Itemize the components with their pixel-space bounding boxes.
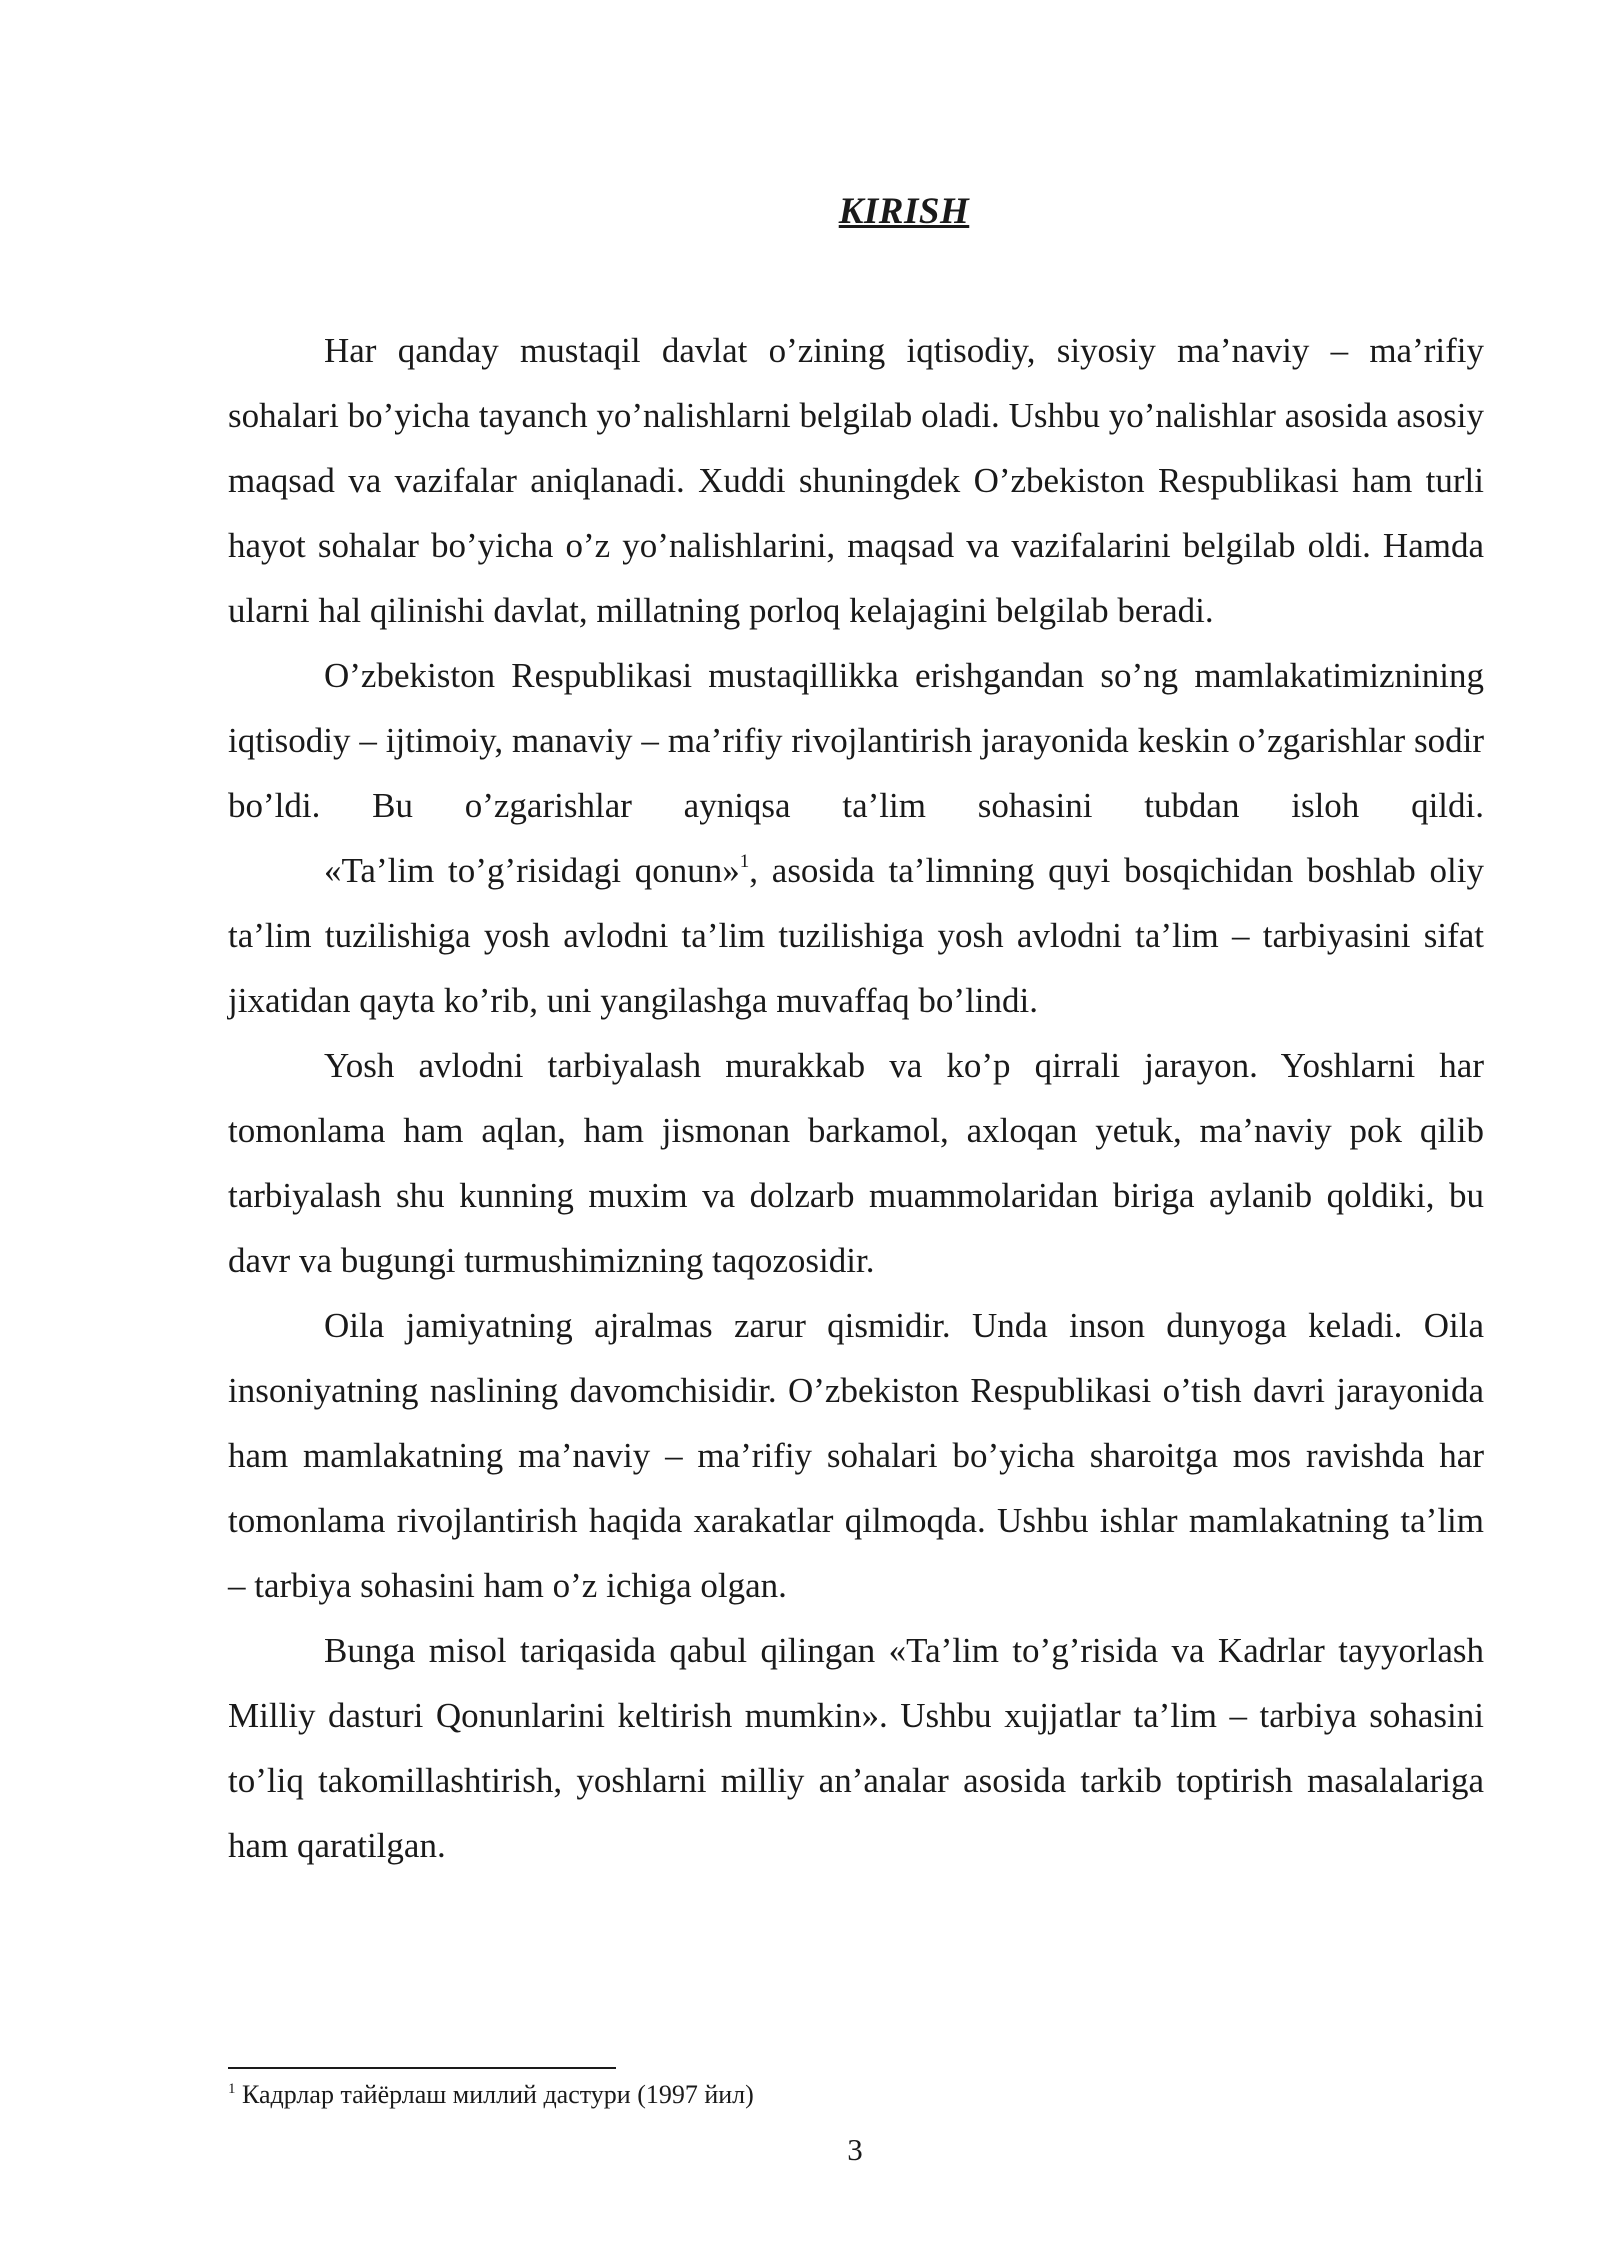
page-title: KIRISH [838, 191, 970, 232]
paragraph-2: O’zbekiston Respublikasi mustaqillikka erishgandan so’ng mamlakatimiznining iqtisodiy – ijtimoiy, manaviy – ma’rifiy rivojlantirish jarayonida keskin o’zgarishlar sodir bo’ldi. Bu o’zgarishlar ayniqsa ta’lim sohasini tubdan isloh qildi. [228, 656, 1484, 825]
footnote-mark: 1 [228, 2081, 236, 2097]
body-text [228, 318, 1484, 1878]
footnote [228, 2077, 754, 2113]
paragraph-6: Bunga misol tariqasida qabul qilingan «Ta’lim to’g’risida va Kadrlar tayyorlash Milliy dasturi Qonunlarini keltirish mumkin». Ushbu xujjatlar ta’lim – tarbiya sohasini to’liq takomillashtirish, yoshlarni milliy an’analar asosida tarkib toptirish masalalariga ham qaratilgan. [228, 1631, 1484, 1865]
paragraph-4: Yosh avlodni tarbiyalash murakkab va ko’p qirrali jarayon. Yoshlarni har tomonlama ham aqlan, ham jismonan barkamol, axloqan yetuk, ma’naviy pok qilib tarbiyalash shu kunning muxim va dolzarb muammolaridan biriga aylanib qoldiki, bu davr va bugungi turmushimizning taqozosidir. [228, 1046, 1484, 1280]
paragraph-3-rest: , asosida ta’limning quyi bosqichidan boshlab oliy ta’lim tuzilishiga yosh avlodni ta’lim tuzilishiga yosh avlodni ta’lim – tarbiyasini sifat jixatidan qayta ko’rib, uni yangilashga muvaffaq bo’lindi. [228, 851, 1484, 1020]
footnote-separator [228, 2067, 616, 2069]
footnote-text: Кадрлар тайёрлаш миллий дастури (1997 йил) [242, 2080, 754, 2109]
paragraph-3 [228, 838, 1484, 1033]
paragraph-3-lead: «Ta’lim to’g’risidagi qonun» [324, 851, 740, 890]
footnote-reference: 1 [739, 851, 750, 872]
paragraph-5: Oila jamiyatning ajralmas zarur qismidir. Unda inson dunyoga keladi. Oila insoniyatning naslining davomchisidir. O’zbekiston Respublikasi o’tish davri jarayonida ham mamlakatning ma’naviy – ma’rifiy sohalari bo’yicha sharoitga mos ravishda har tomonlama rivojlantirish haqida xarakatlar qilmoqda. Ushbu ishlar mamlakatning ta’lim – tarbiya sohasini ham o’z ichiga olgan. [228, 1306, 1484, 1605]
page-number: 3 [847, 2132, 863, 2167]
paragraph-1: Har qanday mustaqil davlat o’zining iqtisodiy, siyosiy ma’naviy – ma’rifiy sohalari bo’yicha tayanch yo’nalishlarni belgilab oladi. Ushbu yo’nalishlar asosida asosiy maqsad va vazifalar aniqlanadi. Xuddi shuningdek O’zbekiston Respublikasi ham turli hayot sohalar bo’yicha o’z yo’nalishlarini, maqsad va vazifalarini belgilab oldi. Hamda ularni hal qilinishi davlat, millatning porloq kelajagini belgilab beradi. [228, 331, 1484, 630]
